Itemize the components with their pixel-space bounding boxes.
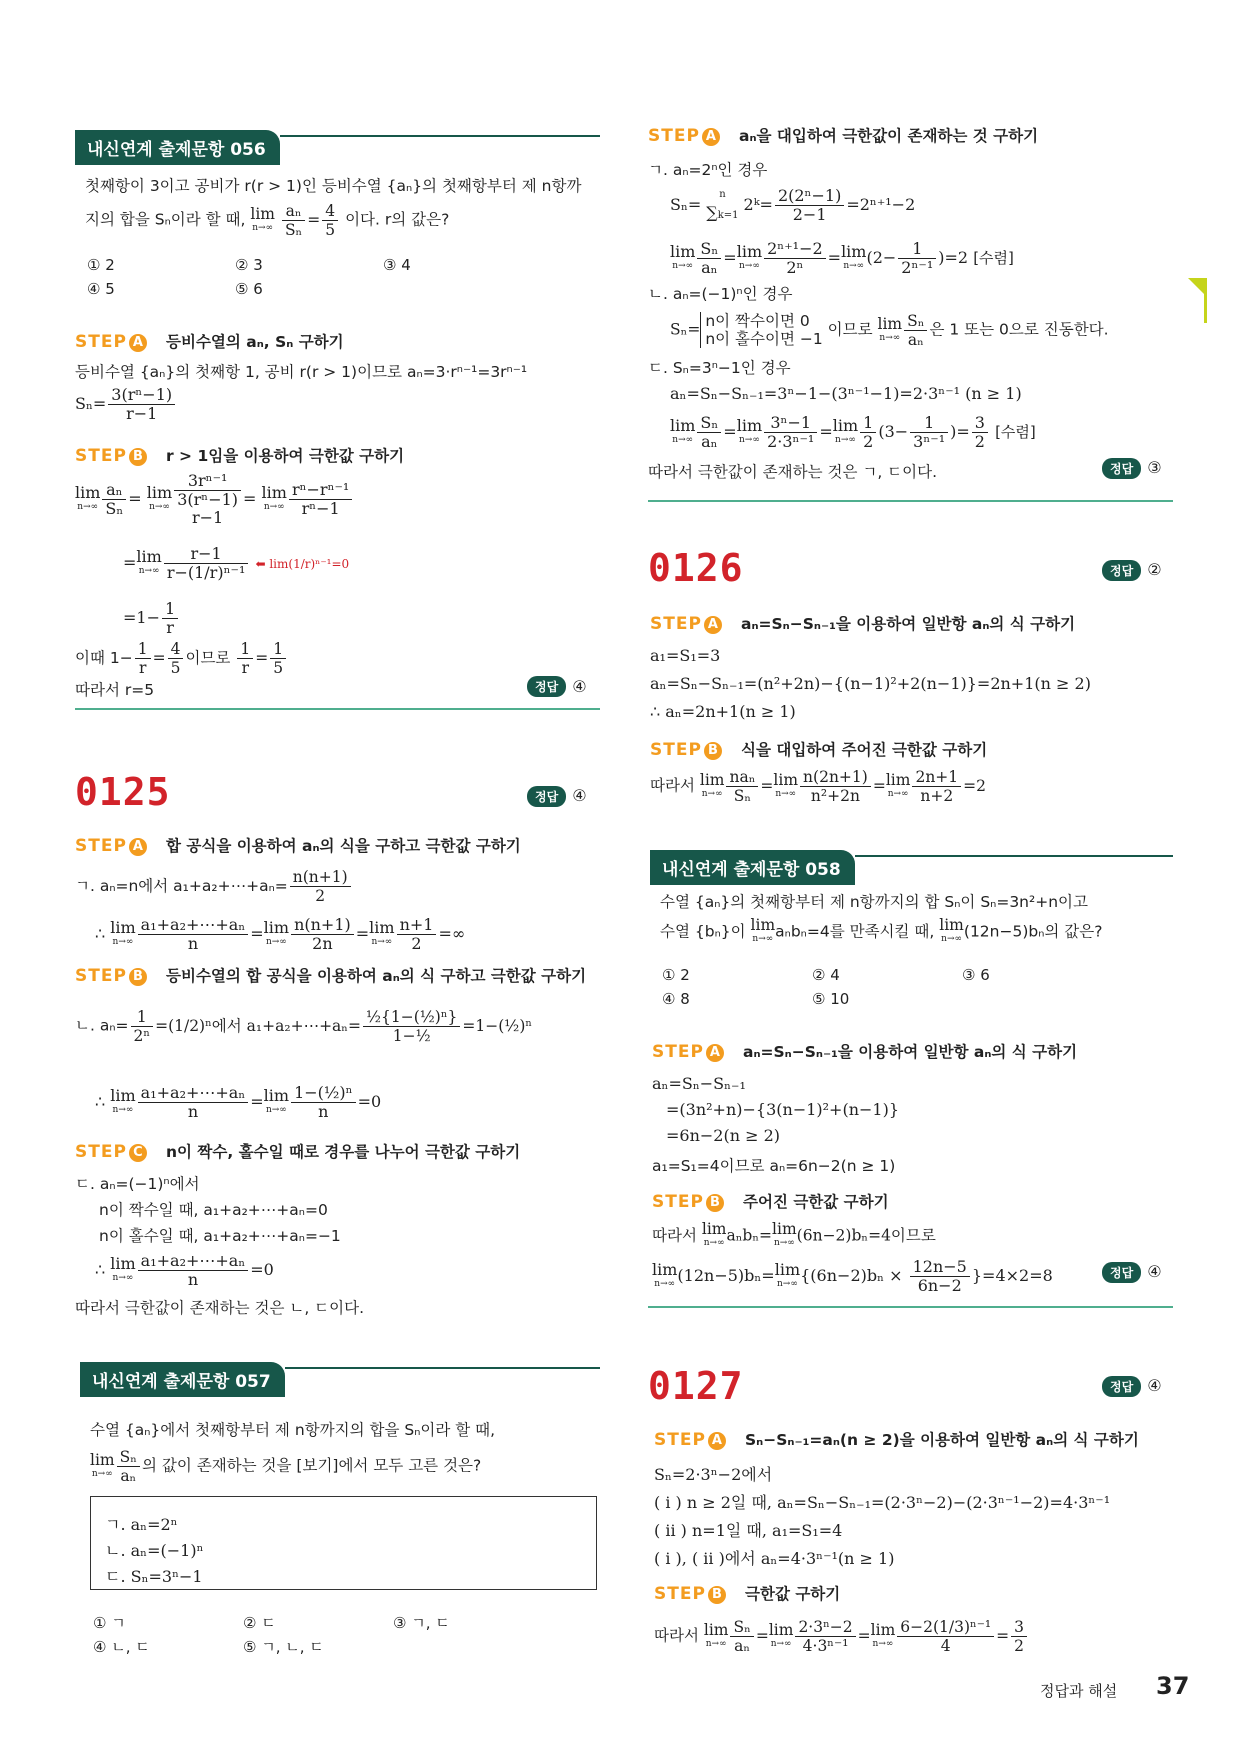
q058-option-5[interactable]: ⑤ 10	[812, 990, 850, 1008]
answer-pill: 정답	[1102, 458, 1141, 479]
answer-value: ④	[572, 786, 587, 805]
step-letter: A	[704, 616, 722, 634]
q057-line1: 수열 {aₙ}에서 첫째항부터 제 n항까지의 합을 Sₙ이라 할 때,	[90, 1421, 496, 1439]
divider	[648, 500, 1173, 502]
badge-058	[650, 850, 1173, 885]
step-title: n이 짝수, 홀수일 때로 경우를 나누어 극한값 구하기	[166, 1143, 521, 1161]
q057-box-item-2: ㄴ. aₙ=(−1)ⁿ	[105, 1541, 204, 1560]
step-title: 극한값 구하기	[745, 1585, 841, 1603]
line-text: (6n−2)bₙ=4이므로	[796, 1226, 936, 1245]
s127B-header	[654, 1582, 840, 1604]
s127A-header	[654, 1428, 1139, 1450]
s057A-l6: ㄷ. Sₙ=3ⁿ−1인 경우	[648, 359, 791, 377]
line-text: 의 값이 존재하는 것을 [보기]에서 모두 고른 것은?	[141, 1456, 482, 1475]
s126A-l1: a₁=S₁=3	[650, 646, 721, 665]
q056-option-1[interactable]: ① 2	[87, 256, 115, 274]
q058-option-3[interactable]: ③ 6	[962, 966, 990, 984]
step-letter: A	[706, 1044, 724, 1062]
q057-line2: lim n→∞ $\frac{\text{Sₙ}}{\text{aₙ}}$ 의 값이 존재하는 것을 [보기]에서 모두 고른 것은?	[90, 1448, 482, 1485]
q058-line2: 수열 {bₙ}이 lim n→∞ aₙbₙ=4를 만족시킬 때, lim n→∞ (12n−5)bₙ의 값은?	[660, 916, 1103, 944]
s056B-calc3: =1− $\frac{1}{r}$	[123, 600, 180, 637]
line-text: aₙbₙ=4를 만족시킬 때,	[775, 922, 935, 941]
s056A-sn-formula: Sₙ= $\frac{\text{3(rⁿ−1)}}{r-1}$	[75, 386, 177, 423]
answer-0125	[527, 786, 587, 807]
q058-option-2[interactable]: ② 4	[812, 966, 840, 984]
q056-line2	[85, 202, 449, 239]
s058A-l4: a₁=S₁=4이므로 aₙ=6n−2(n ≥ 1)	[652, 1157, 896, 1175]
line-text: 따라서	[652, 1226, 697, 1245]
badge-058-label: 내신연계 출제문항 058	[650, 850, 855, 885]
s127A-l3: ( ii ) n=1일 때, a₁=S₁=4	[654, 1521, 843, 1540]
s125C-conclusion: 따라서 극한값이 존재하는 것은 ㄴ, ㄷ이다.	[75, 1299, 365, 1317]
line-text: 따라서	[650, 776, 695, 795]
step-letter: B	[129, 968, 147, 986]
line-text: aₙbₙ=	[726, 1226, 773, 1245]
line-text: ㄱ. aₙ=n에서 a₁+a₂+⋯+aₙ=	[75, 877, 288, 895]
q056-line1: 첫째항이 3이고 공비가 r(r > 1)인 등비수열 {aₙ}의 첫째항부터 제 n항까	[85, 177, 582, 195]
step-letter: A	[129, 838, 147, 856]
badge-056	[75, 130, 600, 165]
q056-option-4[interactable]: ④ 5	[87, 280, 115, 298]
step-letter: A	[129, 334, 147, 352]
s125A-calc: ∴ lim n→∞ $\frac{\text{a₁+a₂+⋯+aₙ}}{n}$ =lim n→∞ $\frac{n(n+1)}{2n}$ =lim n→∞ $\frac{n+1}{2}$ =∞	[95, 915, 466, 953]
answer-pill: 정답	[527, 786, 566, 807]
q058-option-1[interactable]: ① 2	[662, 966, 690, 984]
q057-option-5[interactable]: ⑤ ㄱ, ㄴ, ㄷ	[243, 1638, 324, 1656]
q056-option-5[interactable]: ⑤ 6	[235, 280, 263, 298]
q057-option-4[interactable]: ④ ㄴ, ㄷ	[93, 1638, 150, 1656]
s056B-final1: 이때 1− $\frac{1}{r}$ = $\frac{4}{5}$ 이므로 $\frac{1}{r}$ = $\frac{1}{5}$	[75, 640, 288, 677]
s125B-line1: ㄴ. aₙ= $\frac{1}{\text{2ⁿ}}$ =(1/2)ⁿ에서 a₁+a₂+⋯+aₙ= $\frac{\text{½\{1−(½)ⁿ\}}}{\text{1−½}}$ =1−(½)ⁿ	[75, 1008, 533, 1045]
q056-line2-pre: 지의 합을 Sₙ이라 할 때,	[85, 210, 246, 229]
q056-option-2[interactable]: ② 3	[235, 256, 263, 274]
q056-line2-post: 이다. r의 값은?	[345, 210, 450, 229]
answer-pill: 정답	[1102, 1376, 1141, 1397]
step-label: STEP	[652, 1192, 704, 1212]
step-title: r > 1임을 이용하여 극한값 구하기	[166, 447, 405, 465]
divider	[648, 1306, 1173, 1308]
step-label: STEP	[75, 836, 127, 856]
s057A-l1: ㄱ. aₙ=2ⁿ인 경우	[648, 161, 768, 179]
q057-option-2[interactable]: ② ㄷ	[243, 1614, 276, 1632]
line-text: 따라서	[654, 1626, 699, 1645]
step-title: aₙ을 대입하여 극한값이 존재하는 것 구하기	[739, 127, 1039, 145]
step-label: STEP	[654, 1430, 706, 1450]
s125B-header	[75, 964, 586, 986]
s125A-header	[75, 834, 521, 856]
step-label: STEP	[75, 446, 127, 466]
step-letter: C	[129, 1144, 147, 1162]
s125C-calc: ∴ lim n→∞ $\frac{\text{a₁+a₂+⋯+aₙ}}{n}$ =0	[95, 1251, 274, 1289]
s057A-conclusion: 따라서 극한값이 존재하는 것은 ㄱ, ㄷ이다.	[648, 463, 938, 481]
step-letter: B	[129, 448, 147, 466]
s125C-l1: ㄷ. aₙ=(−1)ⁿ에서	[75, 1175, 200, 1193]
step-letter: B	[708, 1586, 726, 1604]
s127A-l4: ( i ), ( ii )에서 aₙ=4·3ⁿ⁻¹(n ≥ 1)	[654, 1549, 895, 1568]
badge-056-label: 내신연계 출제문항 056	[75, 130, 280, 165]
step-title: 등비수열의 합 공식을 이용하여 aₙ의 식 구하고 극한값 구하기	[166, 967, 587, 985]
step-letter: B	[704, 742, 722, 760]
line-text: 이므로	[827, 320, 873, 339]
s126A-l3: ∴ aₙ=2n+1(n ≥ 1)	[650, 702, 796, 721]
s058B-header	[652, 1190, 889, 1212]
badge-057-rule	[285, 1367, 600, 1369]
s056B-note: ⬅ lim(1/r)ⁿ⁻¹=0	[255, 557, 350, 571]
s056B-calc2: =lim n→∞ $\frac{r-1}{\text{r−(1/r)ⁿ⁻¹}}$ ⬅ lim(1/r)ⁿ⁻¹=0	[123, 544, 350, 582]
answer-value: ④	[1147, 1376, 1162, 1395]
step-title: 등비수열의 aₙ, Sₙ 구하기	[166, 333, 344, 351]
s127A-l1: Sₙ=2·3ⁿ−2에서	[654, 1465, 773, 1484]
q057-option-3[interactable]: ③ ㄱ, ㄷ	[393, 1614, 450, 1632]
step-title: 합 공식을 이용하여 aₙ의 식을 구하고 극한값 구하기	[166, 837, 521, 855]
badge-057-label: 내신연계 출제문항 057	[80, 1362, 285, 1397]
s058A-header	[652, 1040, 1077, 1062]
s126B-l1: 따라서 lim n→∞ $\frac{\text{naₙ}}{\text{Sₙ}}$ =lim n→∞ $\frac{n(2n+1)}{\text{n²+2n}}$ =lim n→∞ $\frac{2n+1}{n+2}$ =2	[650, 768, 987, 805]
step-label: STEP	[654, 1584, 706, 1604]
s125B-calc: ∴ lim n→∞ $\frac{\text{a₁+a₂+⋯+aₙ}}{n}$ =lim n→∞ $\frac{\text{1−(½)ⁿ}}{n}$ =0	[95, 1083, 382, 1121]
s058A-l1: aₙ=Sₙ−Sₙ₋₁	[652, 1074, 746, 1093]
line-text: 수열 {bₙ}이	[660, 922, 746, 941]
s057A-l7: aₙ=Sₙ−Sₙ₋₁=3ⁿ−1−(3ⁿ⁻¹−1)=2·3ⁿ⁻¹ (n ≥ 1)	[670, 384, 1022, 403]
s125A-line1: ㄱ. aₙ=n에서 a₁+a₂+⋯+aₙ= $\frac{n(n+1)}{2}$	[75, 868, 353, 905]
answer-value: ③	[1147, 458, 1162, 477]
badge-058-rule	[855, 855, 1173, 857]
q056-limit-expr: lim n→∞ $\frac{\text{aₙ}}{\text{Sₙ}}$ = $\frac{4}{5}$	[250, 211, 345, 229]
s057A-sum: Sₙ= n ∑k=1 2ᵏ= $\frac{\text{2(2ⁿ−1)}}{2-1}$ =2ⁿ⁺¹−2	[670, 186, 916, 224]
step-letter: A	[702, 128, 720, 146]
q056-option-3[interactable]: ③ 4	[383, 256, 411, 274]
q058-line1: 수열 {aₙ}의 첫째항부터 제 n항까지의 합 Sₙ이 Sₙ=3n²+n이고	[660, 893, 1088, 911]
step-label: STEP	[75, 966, 127, 986]
s057A-l5: Sₙ= n이 짝수이면 0 n이 홀수이면 −1 이므로 lim n→∞ $\frac{\text{Sₙ}}{\text{aₙ}}$ 은 1 또는 0으로 진동한다.	[670, 312, 1109, 349]
step-title: 식을 대입하여 주어진 극한값 구하기	[741, 741, 988, 759]
s125C-l2: n이 짝수일 때, a₁+a₂+⋯+aₙ=0	[99, 1201, 328, 1219]
step-label: STEP	[650, 740, 702, 760]
s058B-l1: 따라서 lim n→∞ aₙbₙ=lim n→∞ (6n−2)bₙ=4이므로	[652, 1220, 936, 1248]
final-text: 이때 1−	[75, 649, 133, 667]
s056B-calc1: lim n→∞ $\frac{\text{aₙ}}{\text{Sₙ}}$ = lim n→∞ 3rⁿ⁻¹ 3(rⁿ−1) r−1 = lim n→∞ $\frac{\text{rⁿ−rⁿ⁻¹}}{\text{rⁿ−1}}$	[75, 472, 354, 527]
page-number: 37	[1156, 1672, 1190, 1700]
s125C-header	[75, 1140, 520, 1162]
answer-0126	[1102, 560, 1162, 581]
badge-057	[80, 1362, 600, 1397]
divider	[75, 708, 600, 710]
answer-pill: 정답	[1102, 560, 1141, 581]
s126A-l2: aₙ=Sₙ−Sₙ₋₁=(n²+2n)−{(n−1)²+2(n−1)}=2n+1(n ≥ 2)	[650, 674, 1091, 693]
step-letter: B	[706, 1194, 724, 1212]
s056B-header	[75, 444, 404, 466]
problem-number-0125: 0125	[75, 770, 171, 814]
s058A-l2: =(3n²+n)−{3(n−1)²+(n−1)}	[666, 1100, 900, 1119]
answer-058	[1102, 1262, 1162, 1283]
s127B-l1: 따라서 lim n→∞ $\frac{\text{Sₙ}}{\text{aₙ}}$ =lim n→∞ $\frac{\text{2·3ⁿ−2}}{\text{4·3ⁿ⁻¹}}$ =lim n→∞ $\frac{\text{6−2(1/3)ⁿ⁻¹}}{4}$ = $\frac{3}{2}$	[654, 1618, 1029, 1655]
case-even: n이 짝수이면 0	[705, 312, 810, 330]
s057A-l4: ㄴ. aₙ=(−1)ⁿ인 경우	[648, 285, 793, 303]
problem-number-0127: 0127	[648, 1364, 744, 1408]
answer-056	[527, 676, 587, 697]
footer-label: 정답과 해설	[1040, 1682, 1118, 1700]
s125C-l3: n이 홀수일 때, a₁+a₂+⋯+aₙ=−1	[99, 1227, 341, 1245]
s056A-line1: 등비수열 {aₙ}의 첫째항 1, 공비 r(r > 1)이므로 aₙ=3·rⁿ⁻¹=3rⁿ⁻¹	[75, 363, 528, 381]
s058A-l3: =6n−2(n ≥ 2)	[666, 1126, 781, 1145]
s058B-l2: lim n→∞ (12n−5)bₙ=lim n→∞ {(6n−2)bₙ × $\frac{12n-5}{6n-2}$ }=4×2=8	[652, 1257, 1053, 1295]
step-title: Sₙ−Sₙ₋₁=aₙ(n ≥ 2)을 이용하여 일반항 aₙ의 식 구하기	[745, 1431, 1139, 1449]
answer-pill: 정답	[527, 676, 566, 697]
step-title: aₙ=Sₙ−Sₙ₋₁을 이용하여 일반항 aₙ의 식 구하기	[743, 1043, 1078, 1061]
q057-box-item-3: ㄷ. Sₙ=3ⁿ−1	[105, 1567, 203, 1586]
side-tab-bar	[1204, 278, 1207, 323]
step-label: STEP	[650, 614, 702, 634]
step-title: 주어진 극한값 구하기	[743, 1193, 889, 1211]
s057A-lim2: lim n→∞ $\frac{\text{Sₙ}}{\text{aₙ}}$ =lim n→∞ $\frac{\text{3ⁿ−1}}{\text{2·3ⁿ⁻¹}}$ =lim n→∞ $\frac{1}{2}$ (3− $\frac{1}{\text{3ⁿ⁻¹}}$ )= $\frac{3}{2}$ [수렴]	[670, 413, 1036, 451]
step-label: STEP	[75, 332, 127, 352]
q057-option-1[interactable]: ① ㄱ	[93, 1614, 126, 1632]
s126B-header	[650, 738, 987, 760]
line-text: (12n−5)bₙ의 값은?	[963, 922, 1103, 941]
line-text: ㄴ. aₙ=	[75, 1016, 129, 1035]
step-letter: A	[708, 1432, 726, 1450]
answer-value: ②	[1147, 560, 1162, 579]
s127A-l2: ( i ) n ≥ 2일 때, aₙ=Sₙ−Sₙ₋₁=(2·3ⁿ−2)−(2·3ⁿ⁻¹−2)=4·3ⁿ⁻¹	[654, 1493, 1111, 1512]
line-text: 은 1 또는 0으로 진동한다.	[929, 320, 1109, 339]
line-text: =4×2=8	[982, 1266, 1053, 1285]
problem-number-0126: 0126	[648, 546, 744, 590]
converge-tag: [수렴]	[973, 249, 1014, 267]
s126A-header	[650, 612, 1075, 634]
case-odd: n이 홀수이면 −1	[705, 330, 823, 348]
answer-value: ④	[1147, 1262, 1162, 1281]
s057A-lim1: lim n→∞ $\frac{\text{Sₙ}}{\text{aₙ}}$ =lim n→∞ $\frac{\text{2ⁿ⁺¹−2}}{\text{2ⁿ}}$ =lim n→∞ (2− $\frac{1}{\text{2ⁿ⁻¹}}$ )=2 [수렴]	[670, 239, 1014, 277]
s056A-header	[75, 330, 344, 352]
s057A-header	[648, 124, 1038, 146]
converge-tag: [수렴]	[995, 423, 1036, 441]
answer-pill: 정답	[1102, 1262, 1141, 1283]
answer-0127	[1102, 1376, 1162, 1397]
step-title: aₙ=Sₙ−Sₙ₋₁을 이용하여 일반항 aₙ의 식 구하기	[741, 615, 1076, 633]
step-label: STEP	[75, 1142, 127, 1162]
step-label: STEP	[648, 126, 700, 146]
q058-option-4[interactable]: ④ 8	[662, 990, 690, 1008]
s056B-final2: 따라서 r=5	[75, 681, 155, 699]
q057-box-item-1: ㄱ. aₙ=2ⁿ	[105, 1515, 178, 1534]
step-label: STEP	[652, 1042, 704, 1062]
answer-value: ④	[572, 677, 587, 696]
answer-057	[1102, 458, 1162, 479]
badge-056-rule	[280, 135, 600, 137]
